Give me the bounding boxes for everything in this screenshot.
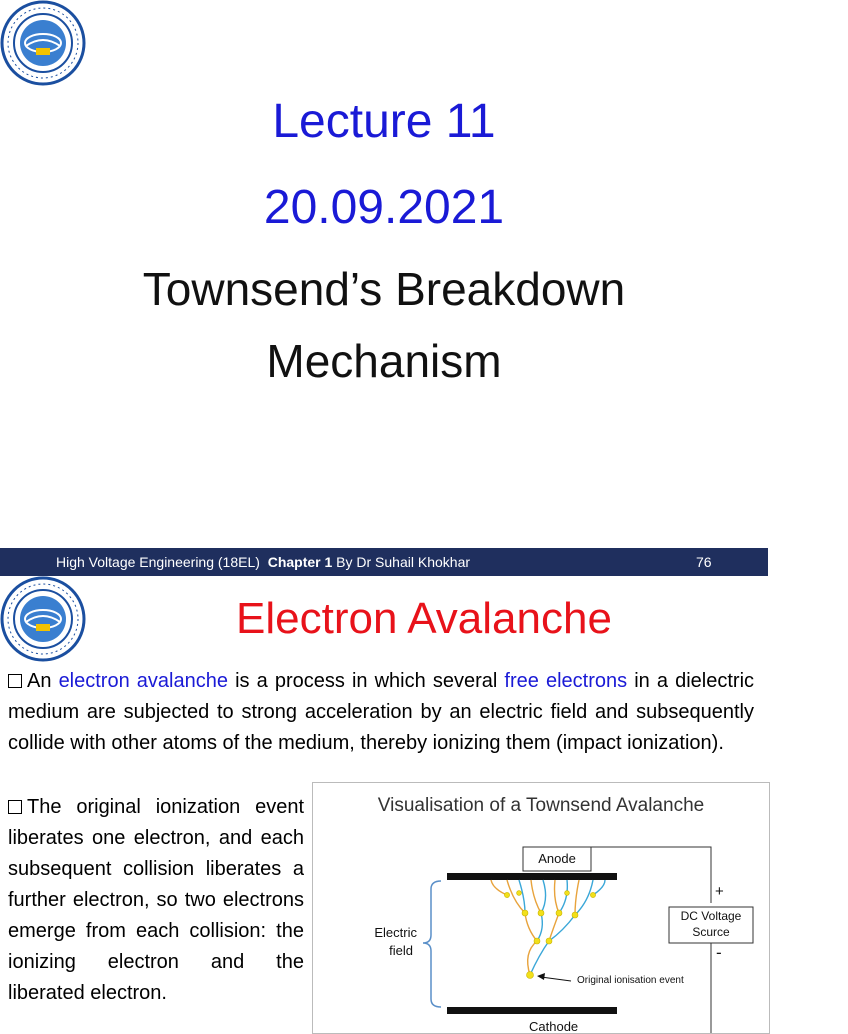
lecture-number: Lecture 11	[272, 95, 496, 148]
checkbox-bullet-icon	[8, 800, 22, 814]
slide-lecture-title	[0, 0, 768, 548]
page-number: 76	[696, 554, 712, 570]
footer-chapter: Chapter 1	[267, 554, 333, 570]
paragraph-ionization	[8, 792, 304, 1009]
footer-course: High Voltage Engineering (18EL)	[56, 554, 260, 570]
townsend-avalanche-figure	[312, 782, 770, 1034]
event-pointer-line	[541, 977, 571, 981]
footer-author: By Dr Suhail Khokhar	[336, 554, 471, 570]
cathode-plate	[447, 1007, 617, 1014]
avalanche-diagram	[313, 783, 769, 1033]
slide-electron-avalanche	[0, 576, 768, 1034]
electric-field-label-line2: field	[389, 943, 413, 958]
p1-an: An	[27, 670, 52, 692]
footer-text	[56, 548, 470, 576]
term-free-electrons: free electrons	[504, 670, 628, 692]
anode-label: Anode	[538, 851, 576, 866]
anode-plate	[447, 873, 617, 880]
field-bracket	[423, 881, 441, 1007]
university-logo	[0, 0, 86, 86]
topic-title-line2: Mechanism	[266, 335, 502, 387]
slide-title: Electron Avalanche	[236, 594, 612, 643]
electric-field-label-line1: Electric	[374, 925, 417, 940]
event-arrowhead-icon	[537, 973, 545, 980]
p1-mid: is a process in which several	[235, 670, 498, 692]
lecture-date: 20.09.2021	[263, 181, 505, 234]
plus-terminal: +	[715, 883, 724, 900]
topic-title-line1: Townsend’s Breakdown	[142, 263, 626, 315]
slide-footer	[0, 548, 768, 576]
cathode-label: Cathode	[529, 1019, 579, 1034]
p1-rest: in a dielectric medium are subjected to strong acceleration by an electric field and subsequently collide with other atoms of the medium, thereby ionizing them (impact ionization).	[8, 670, 755, 754]
dc-source-label-line2: Scurce	[692, 925, 730, 939]
dc-source-label-line1: DC Voltage	[680, 909, 742, 923]
original-event-label: Original ionisation event	[577, 975, 684, 986]
term-electron-avalanche: electron avalanche	[58, 670, 228, 692]
figure-title: Visualisation of a Townsend Avalanche	[377, 795, 705, 816]
paragraph-definition	[8, 666, 754, 759]
checkbox-bullet-icon	[8, 674, 22, 688]
minus-terminal: -	[716, 943, 722, 962]
p2-text: The original ionization event liberates one electron, and each subsequent collision liberates a further electron, so two electrons emerge from each collision: the ionizing electron and the liberated electron.	[8, 796, 304, 1004]
